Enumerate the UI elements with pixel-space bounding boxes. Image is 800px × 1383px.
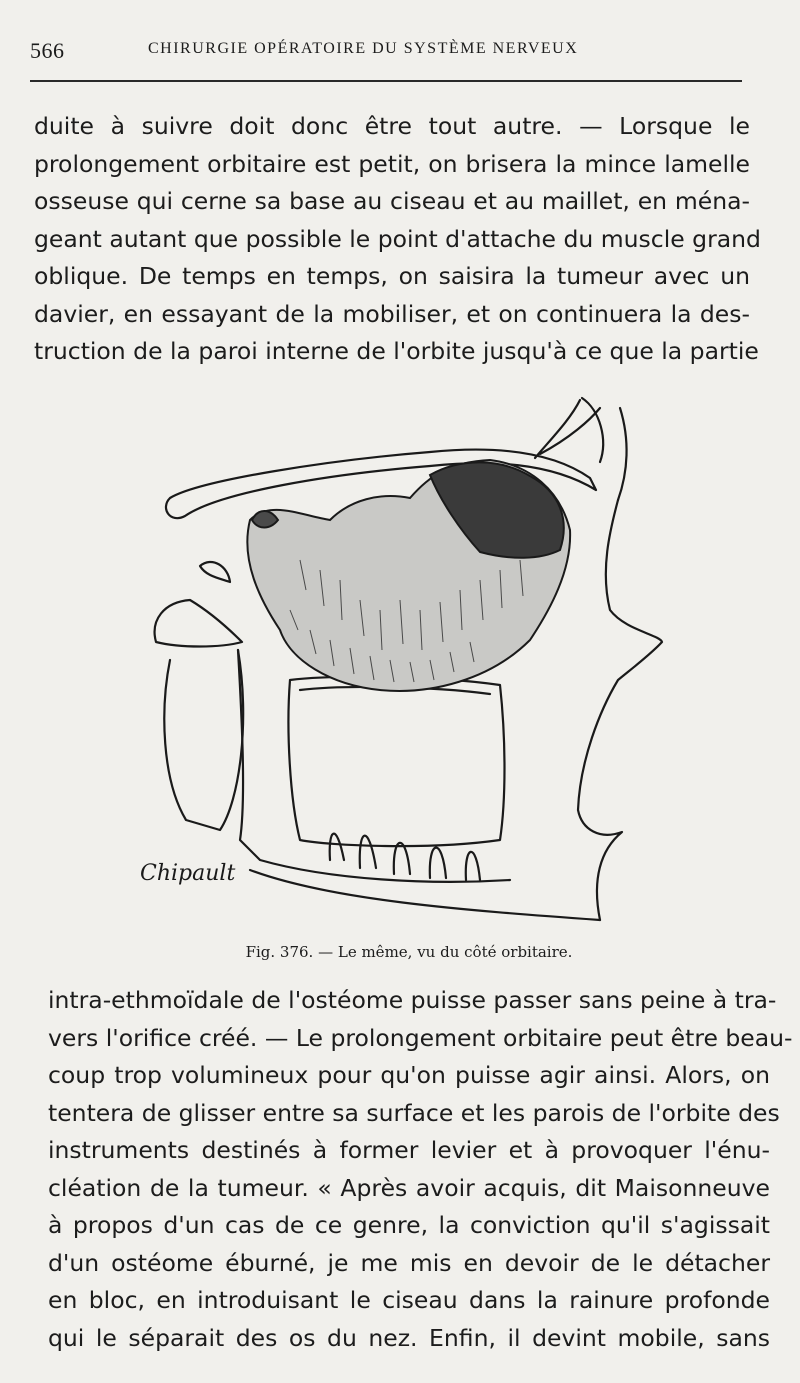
text-line: davier, en essayant de la mobiliser, et on continuera la des-	[34, 299, 750, 328]
artist-signature: Chipault	[140, 861, 236, 886]
text-line: intra-ethmoïdale de l'ostéome puisse passer sans peine à tra-	[48, 986, 777, 1014]
text-line: cléation de la tumeur. « Après avoir acquis, dit Maisonneuve	[48, 1173, 770, 1202]
header-rule	[30, 80, 742, 82]
text-line: à propos d'un cas de ce genre, la conviction qu'il s'agissait	[48, 1211, 770, 1239]
text-line: osseuse qui cerne sa base au ciseau et au maillet, en ména-	[34, 187, 750, 215]
text-line: coup trop volumineux pour qu'on puisse agir ainsi. Alors, on	[48, 1061, 770, 1089]
page-number: 566	[30, 38, 65, 63]
text-line: d'un ostéome éburné, je me mis en devoir de le détacher	[48, 1248, 770, 1277]
text-line: vers l'orifice créé. — Le prolongement orbitaire peut être beau-	[48, 1023, 793, 1052]
text-line: en bloc, en introduisant le ciseau dans la rainure profonde	[48, 1286, 770, 1314]
paragraph-top	[34, 108, 761, 371]
text-line: geant autant que possible le point d'attache du muscle grand	[34, 224, 761, 253]
figure-caption	[0, 943, 800, 961]
text-line: tentera de glisser entre sa surface et les parois de l'orbite des	[48, 1098, 780, 1127]
running-head: CHIRURGIE OPÉRATOIRE DU SYSTÈME NERVEUX	[148, 40, 579, 57]
text-line: prolongement orbitaire est petit, on brisera la mince lamelle	[34, 149, 750, 178]
figure-caption-text: Fig. 376. — Le même, vu du côté orbitaire.	[245, 943, 573, 961]
paragraph-bottom	[48, 982, 793, 1357]
page-header	[30, 34, 742, 64]
text-line: oblique. De temps en temps, on saisira la tumeur avec un	[34, 262, 750, 290]
text-line: instruments destinés à former levier et à provoquer l'énu-	[48, 1136, 770, 1164]
text-line: truction de la paroi interne de l'orbite jusqu'à ce que la partie	[34, 337, 759, 365]
text-line: qui le séparait des os du nez. Enfin, il devint mobile, sans	[48, 1323, 770, 1352]
text-line: duite à suivre doit donc être tout autre. — Lorsque le	[34, 112, 750, 140]
anatomical-illustration	[130, 380, 670, 940]
